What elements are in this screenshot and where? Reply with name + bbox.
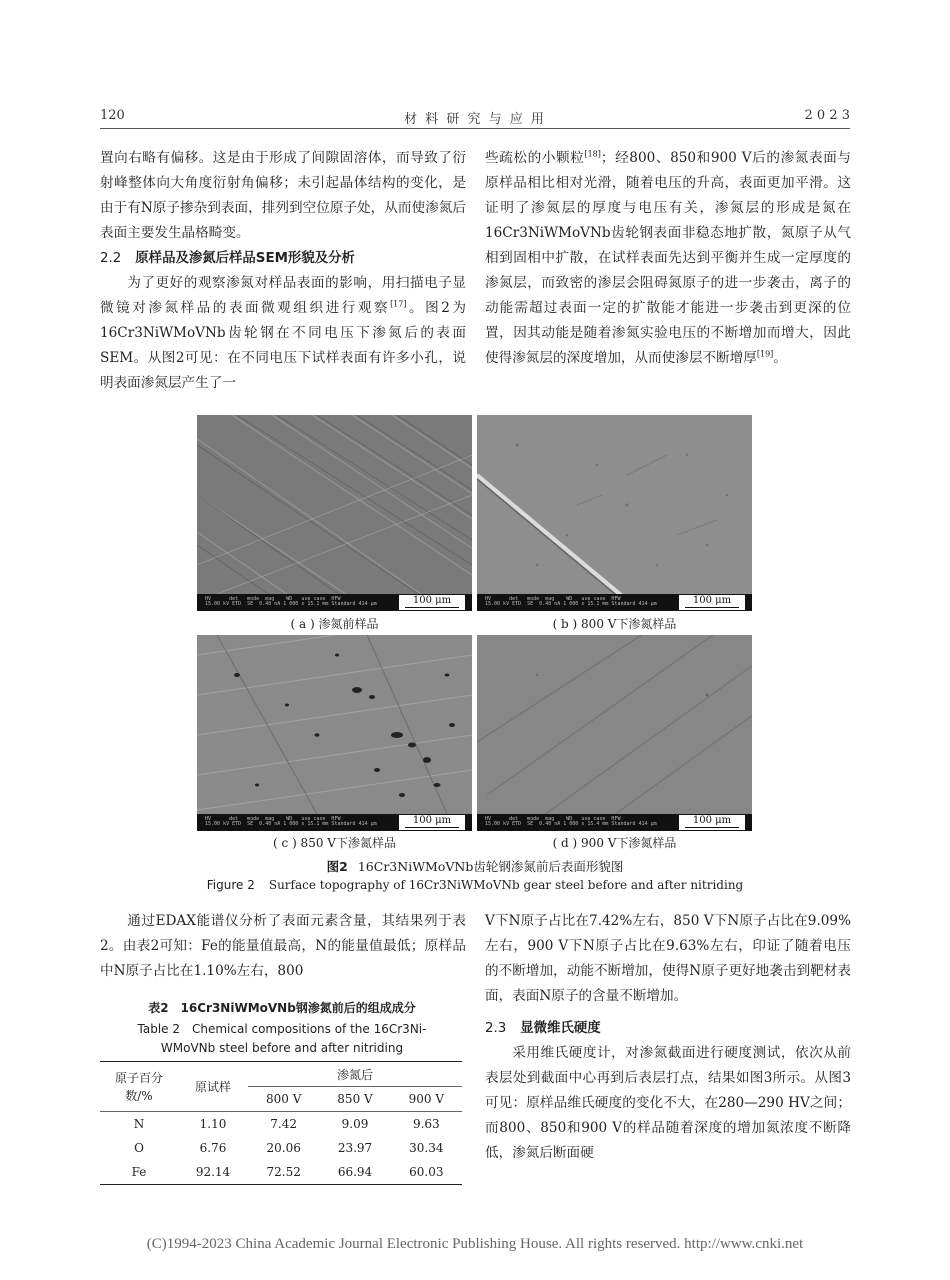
scale-label: 100 μm — [692, 815, 732, 826]
scale-bar — [678, 814, 746, 831]
cell-value: 66.94 — [319, 1160, 390, 1185]
cell-value: 92.14 — [178, 1160, 248, 1185]
section-title: 显微维氏硬度 — [520, 1021, 601, 1036]
scale-label: 100 μm — [412, 815, 452, 826]
header-original: 原试样 — [178, 1062, 248, 1112]
cell-value: 20.06 — [266, 1141, 301, 1155]
header-850v: 850 V — [319, 1087, 390, 1112]
table-header-row — [100, 1062, 462, 1087]
section-title: 原样品及渗氮后样品SEM形貌及分析 — [135, 251, 355, 266]
sem-info-bar — [197, 814, 472, 831]
section-2-3-heading — [485, 1016, 851, 1041]
cell-value: 1.10 — [199, 1117, 227, 1131]
right-column — [485, 146, 851, 371]
cell-value: 30.34 — [409, 1141, 444, 1155]
citation-18: [18] — [584, 149, 601, 159]
cell-value: 60.03 — [391, 1160, 462, 1185]
figure-label-en: Figure 2 — [206, 878, 255, 892]
sem-info-bar — [477, 814, 752, 831]
sem-panel-b — [477, 415, 752, 611]
scale-bar — [398, 814, 466, 831]
caption-c: ( c ) 850 V下渗氮样品 — [273, 836, 396, 850]
caption-a: ( a ) 渗氮前样品 — [290, 617, 379, 631]
table-row — [100, 1136, 462, 1160]
citation-19: [19] — [756, 349, 774, 359]
journal-year: 2 0 2 3 — [804, 108, 850, 123]
cell-value: 9.63 — [412, 1117, 440, 1131]
cell-value: 23.97 — [337, 1141, 373, 1155]
text-run: 。图2为16Cr3NiWMoVNb齿轮钢在不同电压下渗氮后的表面SEM。从图2可见：在不同电压下试样表面有许多小孔，说明表面渗氮层产生了一 — [100, 300, 466, 391]
cell-value: 6.76 — [199, 1141, 227, 1155]
lower-left-column — [100, 909, 466, 984]
scale-bar — [398, 594, 466, 611]
copyright-footer: (C)1994-2023 China Academic Journal Electronic Publishing House. All rights reserved. http://www.cnki.net — [146, 1236, 804, 1252]
sem-image-c — [197, 635, 472, 814]
figure-title-en: Surface topography of 16Cr3NiWMoVNb gear steel before and after nitriding — [268, 878, 744, 892]
citation-17: [17] — [390, 299, 407, 309]
section-2-2-heading — [100, 246, 466, 271]
header-rule — [100, 128, 850, 129]
cell-value: 9.09 — [341, 1117, 369, 1131]
sem-panel-d — [477, 635, 752, 831]
figure-caption-en — [100, 878, 850, 892]
cell-value: 7.42 — [270, 1117, 298, 1131]
cell-element: O — [134, 1141, 144, 1155]
header-text: 原子百分 — [114, 1070, 163, 1085]
sem-info-text: HV det mode mag WD use case HFW 15.00 kV ETD SE 0.40 nA 1 000 x 15.1 mm Standard 414 μm — [205, 816, 377, 827]
table-caption-en-1: Table 2 Chemical compositions of the 16Cr3Ni- — [137, 1022, 427, 1036]
scale-label: 100 μm — [692, 595, 732, 606]
cell-value: 72.52 — [248, 1160, 319, 1185]
paragraph-edax: 通过EDAX能谱仪分析了表面元素含量，其结果列于表2。由表2可知：Fe的能量值最高，N的能量值最低；原样品中N原子占比在1.10%左右，800 — [100, 913, 466, 979]
sem-info-bar — [197, 594, 472, 611]
sem-image-d — [477, 635, 752, 814]
section-number: 2.2 — [100, 251, 122, 266]
text-run: 些疏松的小颗粒 — [485, 150, 585, 166]
sem-info-bar — [477, 594, 752, 611]
header-atom-percent — [100, 1062, 178, 1112]
sem-panel-a — [197, 415, 472, 611]
page-number: 120 — [100, 108, 125, 123]
header-900v: 900 V — [391, 1087, 462, 1112]
figure-label-cn: 图2 — [326, 859, 348, 874]
sem-info-text: HV det mode mag WD use case HFW 15.00 kV ETD SE 0.40 nA 1 000 x 15.1 mm Standard 414 μm — [485, 596, 657, 607]
figure-title-cn: 16Cr3NiWMoVNb齿轮钢渗氮前后表面形貌图 — [357, 859, 624, 874]
table-2 — [100, 1061, 462, 1185]
scale-label: 100 μm — [412, 595, 452, 606]
sem-image-a — [197, 415, 472, 594]
figure-caption-cn — [100, 857, 850, 875]
left-column — [100, 146, 466, 396]
sem-info-text: HV det mode mag WD use case HFW 15.00 kV ETD SE 0.40 nA 1 000 x 15.4 mm Standard 414 μm — [485, 816, 657, 827]
section-number: 2.3 — [485, 1021, 507, 1036]
text-run: 。 — [773, 350, 787, 366]
paragraph-sem — [100, 271, 466, 396]
sem-info-text: HV det mode mag WD use case HFW 15.00 kV ETD SE 0.40 nA 1 000 x 15.1 mm Standard 414 μm — [205, 596, 377, 607]
paragraph-continuation: 置向右略有偏移。这是由于形成了间隙固溶体，而导致了衍射峰整体向大角度衍射角偏移；未引起晶体结构的变化，是由于有N原子掺杂到表面，排列到空位原子处，从而使渗氮后表面主要发生晶格畸变。 — [100, 150, 466, 241]
cell-element: N — [133, 1117, 145, 1131]
header-800v: 800 V — [248, 1087, 319, 1112]
header-nitrided: 渗氮后 — [248, 1062, 462, 1087]
text-run: ；经800、850和900 V后的渗氮表面与原样品相比相对光滑，随着电压的升高，表面更加平滑。这证明了渗氮层的厚度与电压有关，渗氮层的形成是氮在16Cr3NiWMoVNb齿轮钢表面非稳态地扩散，氮原子从气相到固相中扩散，在试样表面先达到平衡并生成一定厚度的渗氮层，而致密的渗层会阻碍氮原子的进一步袭击，离子的动能需超过表面一定的扩散能才能进一步袭击到更深的位置，因其动能是随着渗氮实验电压的不断增加而增大，因此使得渗氮层的深度增加，从而使渗层不断增厚 — [485, 150, 852, 366]
sem-image-b — [477, 415, 752, 594]
table-row — [100, 1112, 462, 1137]
header-text: 数/% — [125, 1088, 153, 1103]
cell-element: Fe — [100, 1160, 178, 1185]
caption-d: ( d ) 900 V下渗氮样品 — [552, 836, 677, 850]
paragraph-sem-cont — [485, 146, 851, 371]
scale-bar — [678, 594, 746, 611]
table-row — [100, 1160, 462, 1185]
table-caption-cn: 表2 16Cr3NiWMoVNb钢渗氮前后的组成成分 — [148, 1001, 416, 1015]
table-caption-en-2: WMoVNb steel before and after nitriding — [160, 1041, 404, 1055]
lower-right-column — [485, 909, 851, 1166]
text-run: 为了更好的观察渗氮对样品表面的影响，用扫描电子显微镜对渗氮样品的表面微观组织进行观察 — [100, 275, 466, 316]
sem-panel-c — [197, 635, 472, 831]
paragraph-n-content: V下N原子占比在7.42%左右，850 V下N原子占比在9.09%左右，900 V下N原子占比在9.63%左右，印证了随着电压的不断增加，动能不断增加，使得N原子更好地袭击到靶材表面，表面N原子的含量不断增加。 — [485, 913, 851, 1004]
paragraph-hardness: 采用维氏硬度计，对渗氮截面进行硬度测试，依次从前表层处到截面中心再到后表层打点，结果如图3所示。从图3可见：原样品维氏硬度的变化不大，在280—290 HV之间；而800、850和900 V的样品随着深度的增加氮浓度不断降低，渗氮后断面硬 — [485, 1045, 851, 1161]
journal-title: 材 料 研 究 与 应 用 — [404, 112, 546, 127]
caption-b: ( b ) 800 V下渗氮样品 — [552, 617, 677, 631]
